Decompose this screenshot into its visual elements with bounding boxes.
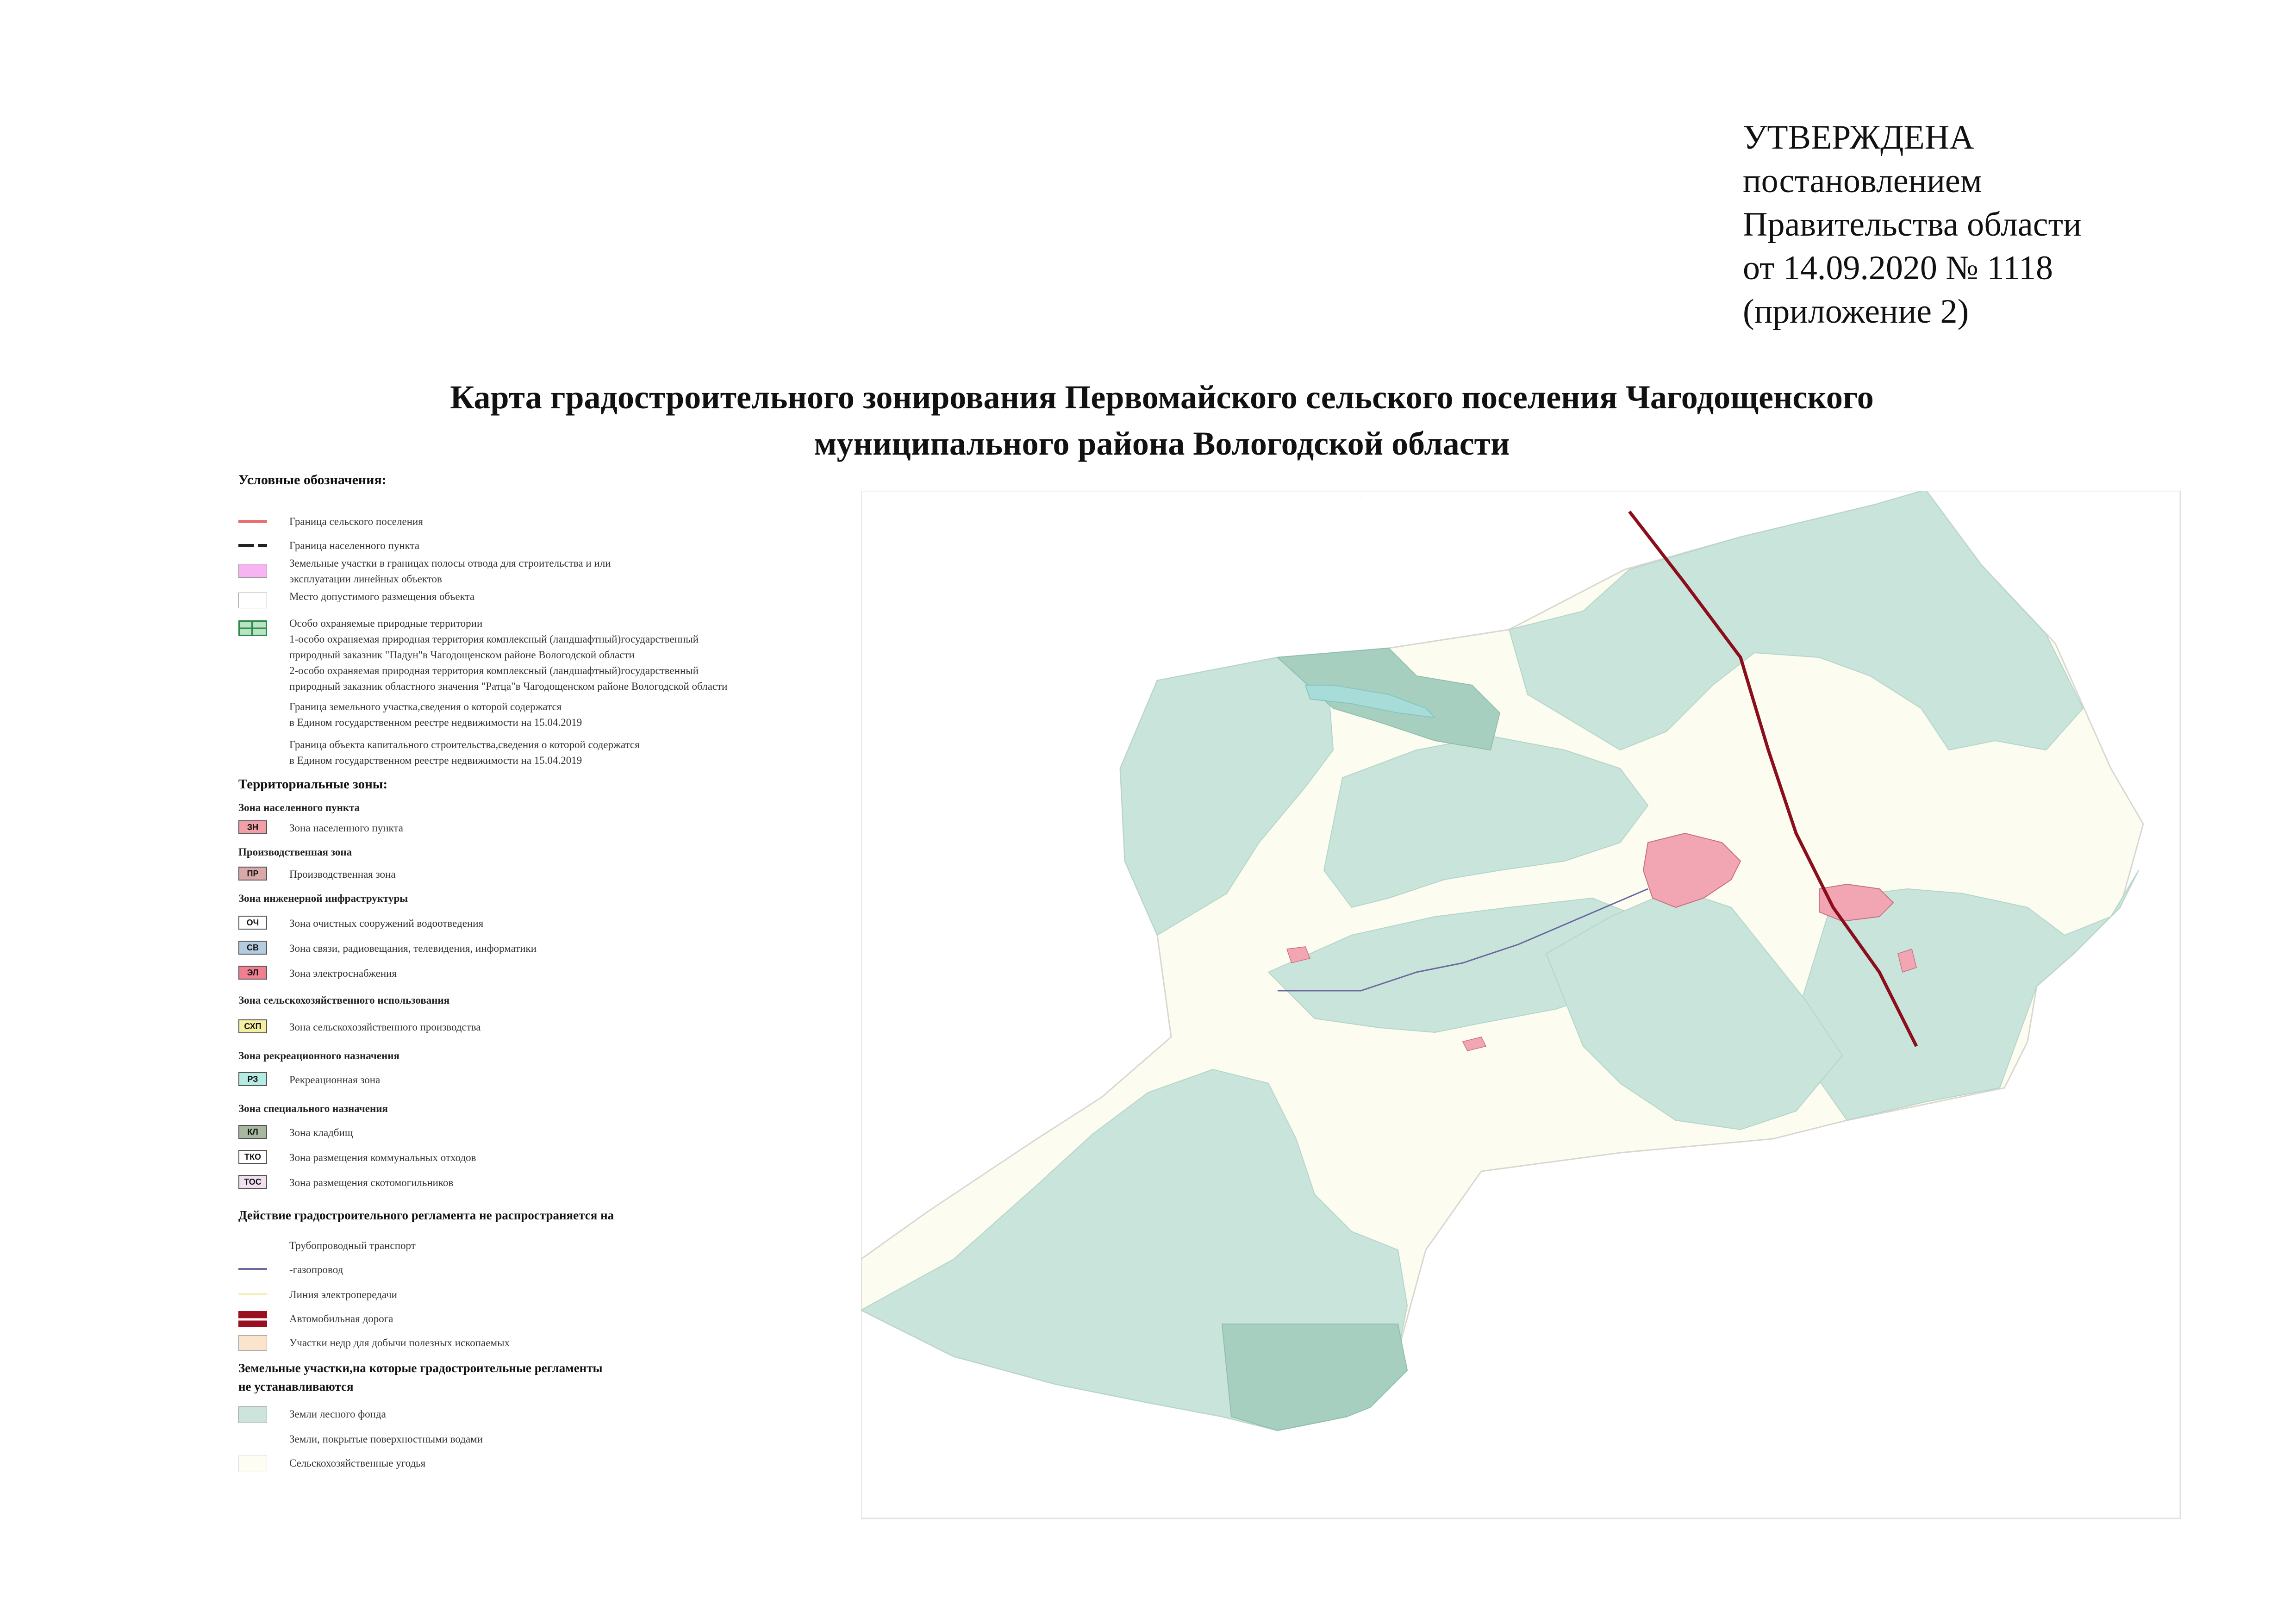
legend-item-label: природный заказник "Падун"в Чагодощенском районе Вологодской области: [289, 649, 635, 661]
zones-heading: Территориальные зоны:: [238, 777, 388, 792]
legend-heading: Условные обозначения:: [238, 472, 387, 487]
gas-pipeline-symbol: [238, 1262, 267, 1276]
legend-item-label: Граница земельного участка,сведения о которой содержатся: [289, 701, 562, 712]
legend-item-label: -газопровод: [289, 1264, 343, 1275]
zone-label: Рекреационная зона: [289, 1074, 381, 1086]
legend-item-label: 1-особо охраняемая природная территория комплексный (ландшафтный)государственный: [289, 633, 699, 645]
zone-code-badge: ТКО: [238, 1150, 267, 1164]
group-heading: Зона специального назначения: [238, 1103, 388, 1114]
approval-line-2: постановлением: [1743, 162, 1982, 200]
group-heading: Зона населенного пункта: [238, 802, 360, 813]
zone-label: Зона электроснабжения: [289, 968, 397, 979]
boundary-line-symbol: [238, 514, 267, 528]
legend-item-label: эксплуатации линейных объектов: [289, 573, 442, 585]
group-heading: Зона инженерной инфраструктуры: [238, 893, 408, 904]
forest-fill-symbol: [238, 1406, 267, 1423]
zoning-map: [861, 491, 2185, 1523]
legend-item-label: Особо охраняемые природные территории: [289, 618, 483, 629]
zone-code-badge: СВ: [238, 941, 267, 955]
regulation-heading: Действие градостроительного регламента не распространяется на: [238, 1208, 614, 1222]
zone-label: Зона сельскохозяйственного производства: [289, 1021, 481, 1033]
legend-item-label: Линия электропередачи: [289, 1289, 397, 1300]
legend-item-label: Участки недр для добычи полезных ископаемых: [289, 1337, 510, 1349]
legend-item-label: Земли, покрытые поверхностными водами: [289, 1433, 483, 1445]
power-line-symbol: [238, 1287, 267, 1301]
mineral-fill-symbol: [238, 1335, 267, 1351]
approval-line-5: (приложение 2): [1743, 293, 1969, 331]
no-regulation-heading-2: не устанавливаются: [238, 1380, 354, 1393]
legend-item-label: Граница населенного пункта: [289, 540, 420, 551]
legend-item-label: в Едином государственном реестре недвижимости на 15.04.2019: [289, 755, 582, 766]
approval-line-1: УТВЕРЖДЕНА: [1743, 119, 1974, 156]
agri-fill-symbol: [238, 1455, 267, 1472]
zone-label: Зона очистных сооружений водоотведения: [289, 918, 484, 929]
map-title-line-1: Карта градостроительного зонирования Первомайского сельского поселения Чагодощенского: [450, 379, 1874, 416]
protected-area-rattsa: [1222, 1324, 1407, 1430]
group-heading: Производственная зона: [238, 846, 352, 858]
zone-code-badge: ЗН: [238, 820, 267, 834]
zone-label: Зона размещения коммунальных отходов: [289, 1152, 476, 1163]
legend-item-label: Граница сельского поселения: [289, 516, 423, 527]
legend-item-label: 2-особо охраняемая природная территория комплексный (ландшафтный)государственный: [289, 665, 699, 676]
legend-item-label: Место допустимого размещения объекта: [289, 591, 475, 602]
protected-area-symbol: [238, 620, 267, 636]
zone-label: Зона связи, радиовещания, телевидения, информатики: [289, 943, 537, 954]
map-microtext: ·: [1361, 495, 1363, 500]
approval-line-4: от 14.09.2020 № 1118: [1743, 249, 2053, 287]
zone-label: Зона размещения скотомогильников: [289, 1177, 454, 1188]
zone-code-badge: ПР: [238, 867, 267, 881]
legend-item-label: Автомобильная дорога: [289, 1313, 393, 1324]
map-title-line-2: муниципального района Вологодской области: [814, 425, 1510, 462]
pink-fill-symbol: [238, 564, 267, 578]
legend-item-label: Трубопроводный транспорт: [289, 1240, 416, 1251]
zone-label: Зона кладбищ: [289, 1127, 353, 1138]
road-symbol: [238, 1311, 267, 1327]
approval-line-3: Правительства области: [1743, 206, 2082, 244]
zoning-map-canvas: [861, 491, 2185, 1523]
legend-item-label: Сельскохозяйственные угодья: [289, 1457, 426, 1469]
white-fill-symbol: [238, 593, 267, 608]
approval-stamp: [1743, 116, 2082, 333]
zone-code-badge: ТОС: [238, 1175, 267, 1189]
zone-label: Зона населенного пункта: [289, 822, 403, 834]
legend-item-label: Граница объекта капитального строительства,сведения о которой содержатся: [289, 739, 640, 750]
zone-code-badge: РЗ: [238, 1072, 267, 1086]
group-heading: Зона сельскохозяйственного использования: [238, 994, 450, 1006]
zone-code-badge: ОЧ: [238, 916, 267, 930]
zone-code-badge: ЭЛ: [238, 966, 267, 980]
legend-item-label: Земельные участки в границах полосы отвода для строительства и или: [289, 557, 611, 569]
legend-item-label: в Едином государственном реестре недвижимости на 15.04.2019: [289, 717, 582, 728]
legend-item-label: природный заказник областного значения "Ратца"в Чагодощенском районе Вологодской области: [289, 681, 728, 692]
zone-label: Производственная зона: [289, 868, 396, 880]
legend-item-label: Земли лесного фонда: [289, 1408, 386, 1420]
dashed-line-symbol: [238, 538, 267, 552]
zone-code-badge: СХП: [238, 1019, 267, 1033]
zone-code-badge: КЛ: [238, 1125, 267, 1139]
group-heading: Зона рекреационного назначения: [238, 1050, 399, 1062]
no-regulation-heading-1: Земельные участки,на которые градостроительные регламенты: [238, 1361, 603, 1375]
map-title: [194, 374, 2129, 467]
